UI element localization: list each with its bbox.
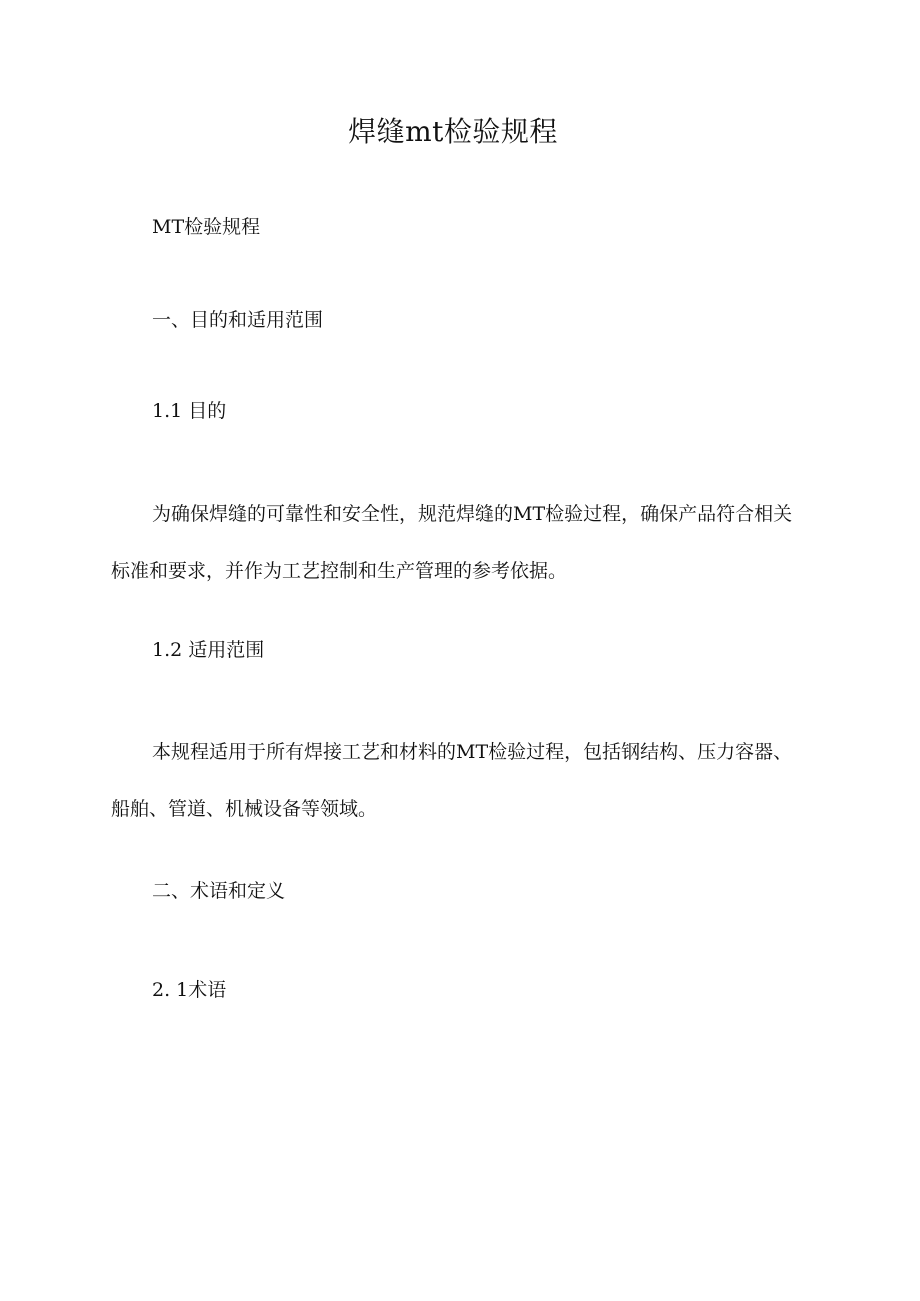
- section-heading-2: 二、术语和定义: [152, 880, 286, 902]
- document-title: 焊缝mt检验规程: [348, 115, 558, 148]
- subsection-heading-1-1: 1.1 目的: [152, 400, 227, 422]
- subsection-heading-2-1: 2. 1术语: [152, 979, 227, 1001]
- document-subtitle: MT检验规程: [152, 216, 261, 238]
- section-heading-1: 一、目的和适用范围: [152, 309, 324, 331]
- subsection-heading-1-2: 1.2 适用范围: [152, 639, 265, 661]
- paragraph-scope: 本规程适用于所有焊接工艺和材料的MT检验过程，包括钢结构、压力容器、船舶、管道、机械设备等领域。: [111, 741, 793, 820]
- paragraph-purpose: 为确保焊缝的可靠性和安全性，规范焊缝的MT检验过程，确保产品符合相关标准和要求，并作为工艺控制和生产管理的参考依据。: [111, 503, 793, 582]
